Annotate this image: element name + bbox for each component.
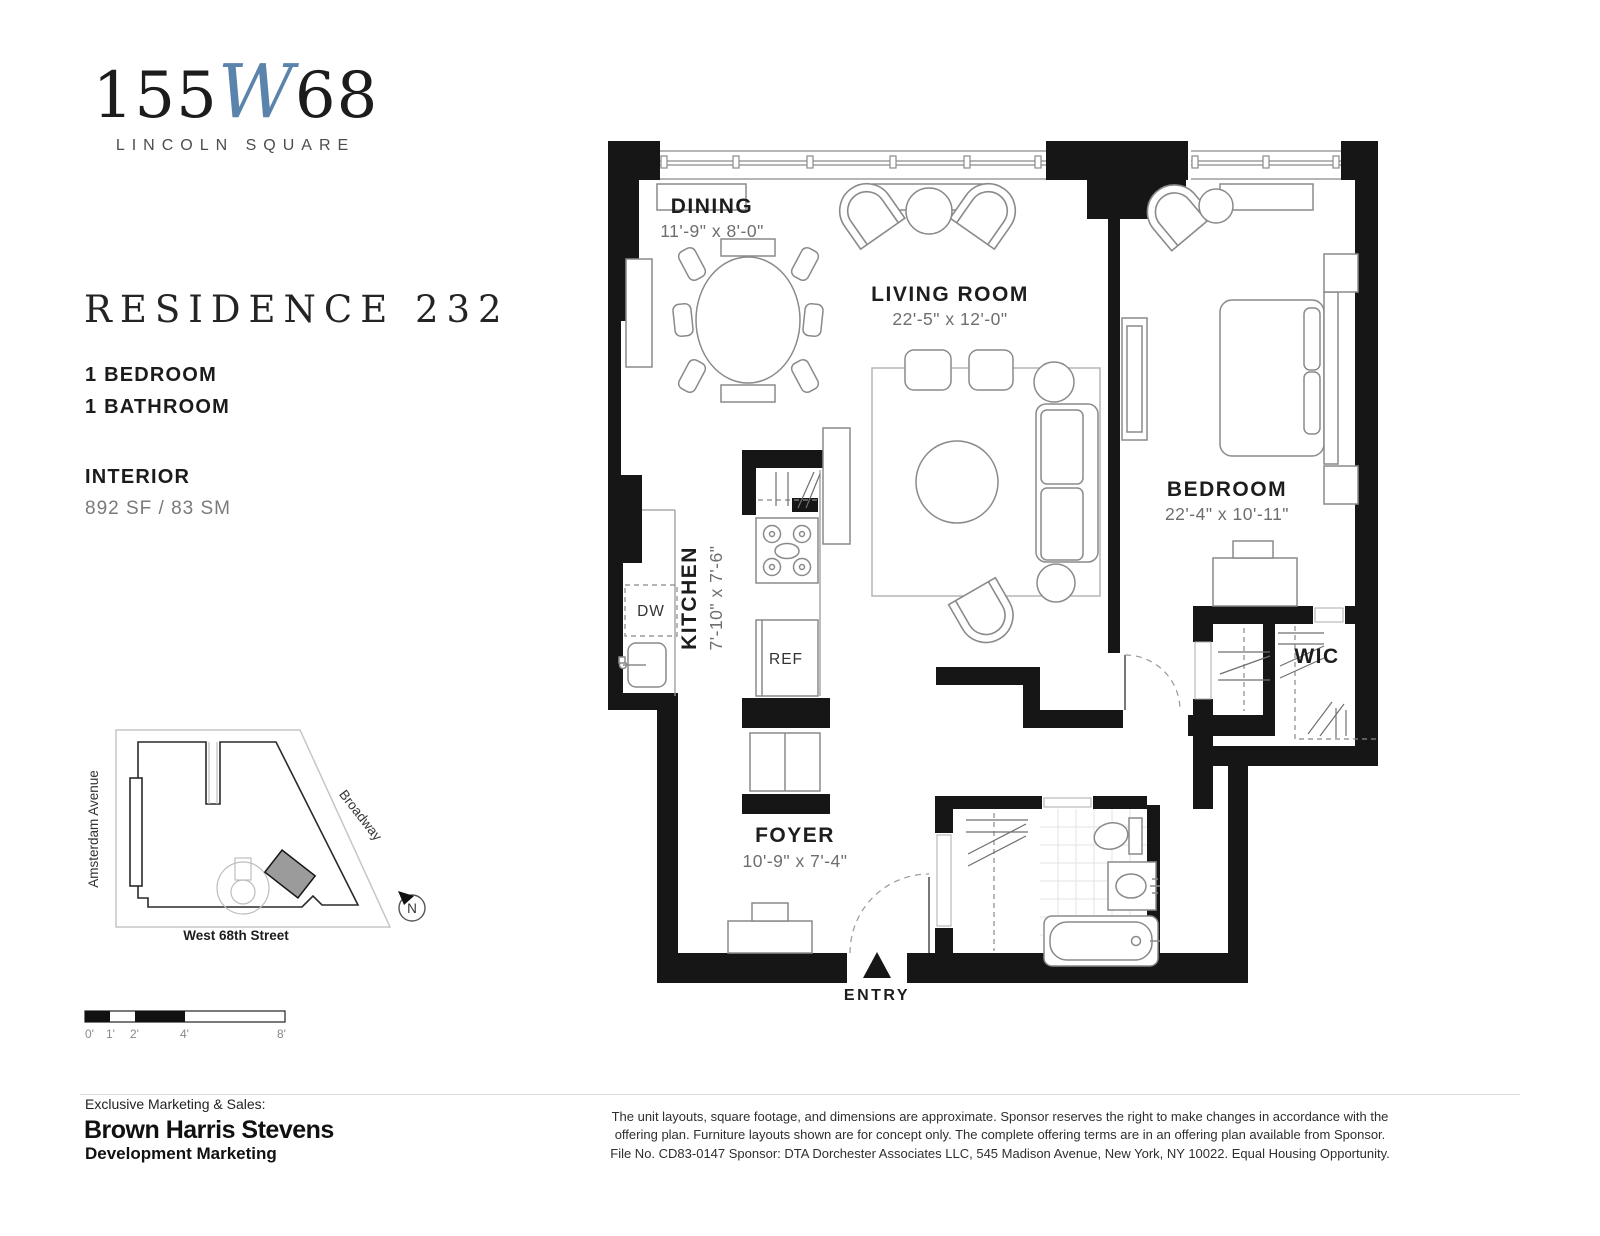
bedroom-dims: 22'-4" x 10'-11" — [1164, 504, 1290, 524]
logo-subtitle: LINCOLN SQUARE — [115, 137, 356, 155]
scale-8: 8' — [277, 1027, 286, 1041]
footer-disclaimer — [540, 1108, 1460, 1163]
kitchen-dims: 7'-10" x 7'-6" — [706, 545, 726, 651]
disclaimer-line-3: File No. CD83-0147 Sponsor: DTA Dorchester Associates LLC, 545 Madison Avenue, New York, NY 10022. Equal Housing Opportunity. — [610, 1145, 1390, 1161]
bathroom-count: 1 BATHROOM — [85, 396, 230, 418]
dw-label: DW — [637, 603, 665, 620]
bathroom-sink — [1116, 874, 1146, 898]
toilet — [1091, 819, 1130, 852]
footer-divider — [80, 1094, 1520, 1095]
foyer-furniture — [728, 903, 812, 953]
logo-68: 68 — [294, 59, 379, 133]
bathroom-fixtures — [1044, 818, 1160, 966]
area-value: 892 SF / 83 SM — [85, 498, 232, 519]
bedroom-count: 1 BEDROOM — [85, 364, 217, 386]
compass-n: N — [407, 901, 417, 916]
building-outline — [130, 742, 358, 907]
scale-2: 2' — [130, 1027, 139, 1041]
compass — [398, 891, 425, 921]
entry-label: ENTRY — [843, 987, 911, 1004]
footer-exclusive-label: Exclusive Marketing & Sales: — [85, 1096, 266, 1112]
floor-plan — [580, 118, 1392, 1008]
dresser — [1213, 558, 1297, 606]
dining-label: DINING — [670, 195, 754, 218]
bedroom-door-swing — [1125, 655, 1180, 710]
living-dims: 22'-5" x 12'-0" — [892, 309, 1008, 329]
disclaimer-line-2: offering plan. Furniture layouts shown are for concept only. The complete offering terms are in an offering plan available from Sponsor. — [614, 1127, 1386, 1143]
interior-label: INTERIOR — [85, 466, 191, 488]
entry-door-swing — [850, 874, 929, 953]
footer-brand-sub: Development Marketing — [85, 1144, 277, 1163]
bedroom-furniture — [1122, 174, 1358, 606]
coffee-table — [916, 441, 998, 523]
foyer-dims: 10'-9" x 7'-4" — [742, 851, 848, 871]
footer-brand: Brown Harris Stevens — [84, 1116, 334, 1144]
street-label-amsterdam: Amsterdam Avenue — [86, 770, 101, 888]
living-label: LIVING ROOM — [871, 283, 1029, 306]
building-logo — [78, 49, 393, 155]
scale-4: 4' — [180, 1027, 189, 1041]
bedroom-label: BEDROOM — [1166, 478, 1288, 501]
toilet-tank — [1129, 818, 1142, 854]
disclaimer-line-1: The unit layouts, square footage, and dimensions are approximate. Sponsor reserves the right to make changes in accordance with the — [611, 1109, 1389, 1124]
logo-155: 155 — [92, 59, 218, 133]
wic-label: WIC — [1294, 645, 1340, 668]
scale-0: 0' — [85, 1027, 94, 1041]
scale-1: 1' — [106, 1027, 115, 1041]
logo-w: W — [217, 49, 295, 135]
kitchen-label: KITCHEN — [678, 546, 701, 650]
windows — [660, 151, 1341, 179]
street-label-broadway: Broadway — [336, 786, 385, 844]
entry-arrow — [863, 952, 891, 978]
dining-dims: 11'-9" x 8'-0" — [660, 221, 764, 241]
living-room-furniture — [823, 173, 1100, 652]
page-title: RESIDENCE 232 — [84, 288, 510, 331]
logo-wordmark — [78, 49, 393, 135]
site-map — [68, 712, 448, 947]
dining-table — [696, 257, 800, 383]
street-label-west68: West 68th Street — [183, 928, 289, 943]
foyer-label: FOYER — [755, 824, 835, 847]
scale-bar — [84, 1010, 314, 1044]
ref-label: REF — [769, 651, 803, 668]
